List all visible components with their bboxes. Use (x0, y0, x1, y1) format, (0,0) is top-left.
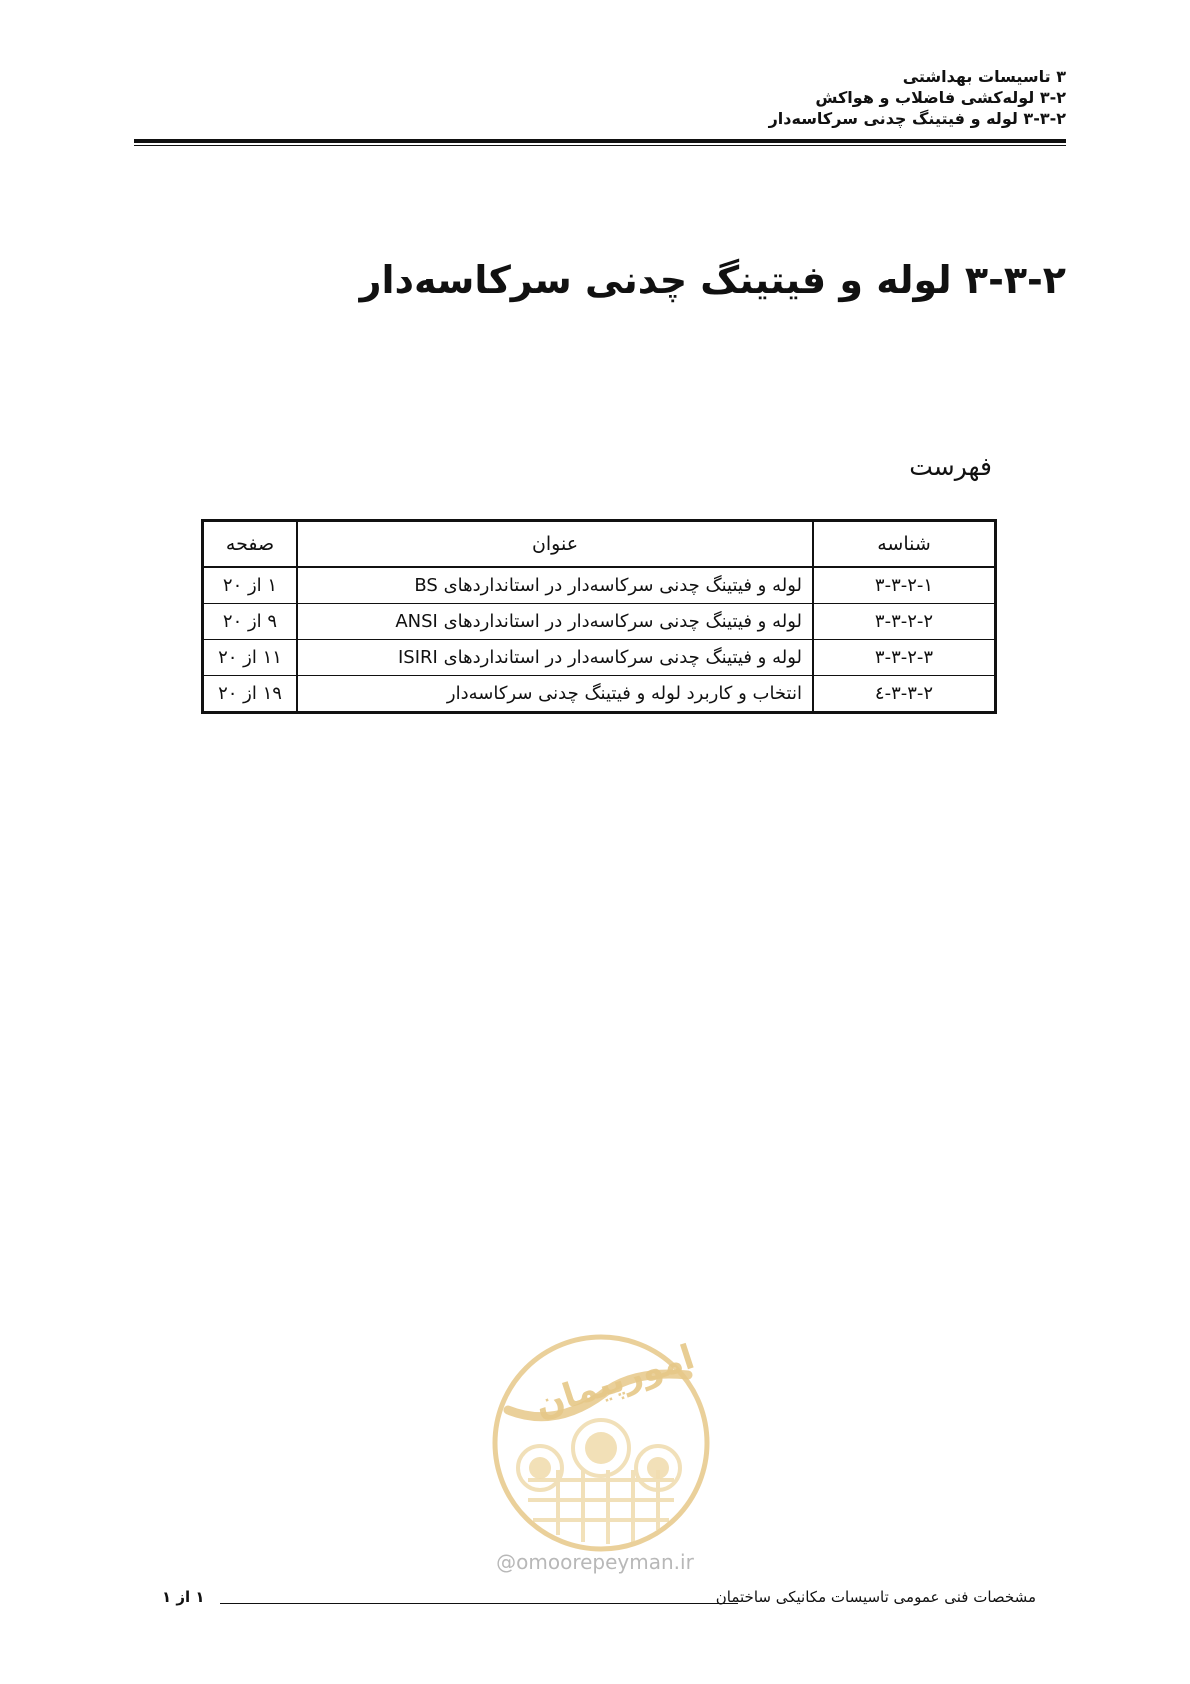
running-header (126, 66, 1066, 129)
footer-doc-title: مشخصات فنی عمومی تاسیسات مکانیکی ساختمان (715, 1588, 1036, 1606)
toc-col-title-header: عنوان (297, 521, 813, 568)
toc-header-row (203, 521, 996, 568)
watermark-seal-icon (488, 1330, 714, 1556)
watermark-logo-text: امورپیمان (530, 1337, 700, 1427)
toc-row-id: ۳-۳-۲-۲ (813, 604, 996, 640)
toc-row-id: ۳-۳-۲-٤ (813, 676, 996, 713)
watermark-url: @omoorepeyman.ir (496, 1550, 694, 1574)
toc-row-page: ۹ از ۲۰ (203, 604, 298, 640)
toc-table (201, 519, 997, 714)
header-rule-thin (134, 145, 1066, 146)
table-row[interactable] (203, 567, 996, 604)
toc-row-title[interactable]: لوله و فیتینگ چدنی سرکاسه‌دار در استانداردهای BS (297, 567, 813, 604)
toc-row-page: ۱۱ از ۲۰ (203, 640, 298, 676)
page-title: ۳-۳-۲ لوله و فیتینگ چدنی سرکاسه‌دار (359, 258, 1066, 302)
header-subsection: ۳-۳-۲ لوله و فیتینگ چدنی سرکاسه‌دار (768, 109, 1066, 128)
page-number: ۱ از ۱ (162, 1588, 205, 1606)
footer-rule (220, 1603, 738, 1604)
table-row[interactable] (203, 604, 996, 640)
toc-row-title[interactable]: لوله و فیتینگ چدنی سرکاسه‌دار در استانداردهای ISIRI (297, 640, 813, 676)
toc-col-page-header: صفحه (203, 521, 298, 568)
header-section: ۳-۲ لوله‌کشی فاضلاب و هواکش (815, 88, 1066, 107)
header-chapter: ۳ تاسیسات بهداشتی (902, 67, 1066, 86)
toc-heading: فهرست (909, 452, 992, 481)
toc-row-id: ۳-۳-۲-۳ (813, 640, 996, 676)
toc-row-title[interactable]: لوله و فیتینگ چدنی سرکاسه‌دار در استانداردهای ANSI (297, 604, 813, 640)
toc-row-title[interactable]: انتخاب و کاربرد لوله و فیتینگ چدنی سرکاسه‌دار (297, 676, 813, 713)
toc-row-page: ۱ از ۲۰ (203, 567, 298, 604)
toc-col-id-header: شناسه (813, 521, 996, 568)
toc-row-id: ۳-۳-۲-۱ (813, 567, 996, 604)
table-row[interactable] (203, 676, 996, 713)
header-rule-thick (134, 139, 1066, 143)
toc-row-page: ۱۹ از ۲۰ (203, 676, 298, 713)
table-row[interactable] (203, 640, 996, 676)
